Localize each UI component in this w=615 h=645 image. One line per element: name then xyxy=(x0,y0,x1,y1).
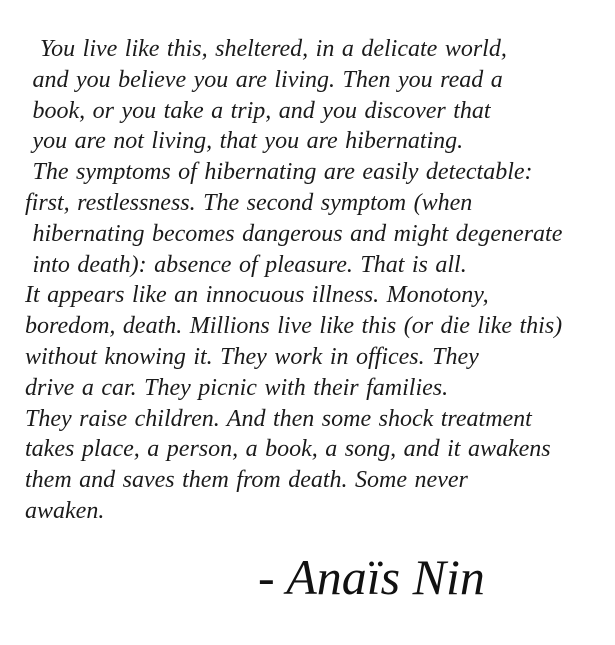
attribution: - Anaïs Nin xyxy=(258,548,485,605)
quote-line: takes place, a person, a book, a song, and it awakens xyxy=(25,436,551,463)
quote-line: They raise children. And then some shock treatment xyxy=(25,405,532,432)
quote-line: first, restlessness. The second symptom (when xyxy=(25,189,473,216)
quote-line: awaken. xyxy=(25,497,105,524)
quote-line: without knowing it. They work in offices. They xyxy=(25,343,479,370)
quote-line: you are not living, that you are hibernating. xyxy=(25,128,464,155)
quote-line: It appears like an innocuous illness. Monotony, xyxy=(25,282,489,309)
quote-line: The symptoms of hibernating are easily detectable: xyxy=(25,159,533,186)
quote-line: drive a car. They picnic with their families. xyxy=(25,374,449,401)
quote-line: boredom, death. Millions live like this (or die like this) xyxy=(25,313,563,340)
quote-text xyxy=(25,34,615,527)
quote-line: You live like this, sheltered, in a delicate world, xyxy=(25,36,507,62)
quote-line: hibernating becomes dangerous and might degenerate xyxy=(25,220,563,247)
quote-line: them and saves them from death. Some never xyxy=(25,467,468,494)
quote-line: book, or you take a trip, and you discover that xyxy=(25,97,491,124)
quote-line: into death): absence of pleasure. That is all. xyxy=(25,251,467,278)
quote-line: and you believe you are living. Then you read a xyxy=(25,66,503,93)
